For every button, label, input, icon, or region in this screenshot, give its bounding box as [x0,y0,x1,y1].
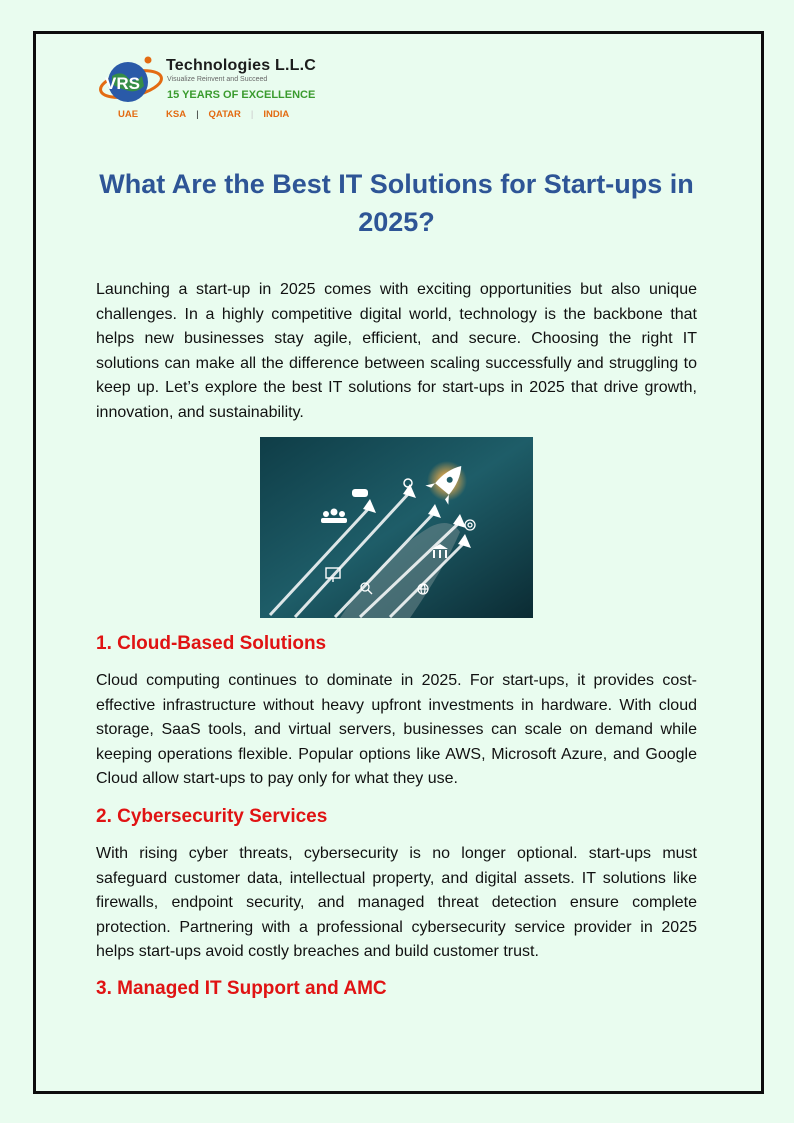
startup-growth-illustration [260,437,533,618]
page-title: What Are the Best IT Solutions for Start-ups in 2025? [99,169,694,237]
section-heading-cybersecurity: 2. Cybersecurity Services [96,806,328,827]
intro-paragraph: Launching a start-up in 2025 comes with exciting opportunities but also unique challenges. In a highly competitive digital world, technology is the backbone that helps new businesses stay agile, efficient, and secure. Choosing the right IT solutions can make all the difference between scaling successfully and struggling to keep up. Let’s explore the best IT solutions for start-ups in 2025 that drive growth, innovation, and sustainability. [96,281,697,421]
company-logo [98,52,328,124]
section-body-cybersecurity: With rising cyber threats, cybersecurity is no longer optional. start-ups must safeguard customer data, intellectual property, and digital assets. IT solutions like firewalls, endpoint security, and managed threat detection ensure complete protection. Partnering with a professional cybersecurity service provider in 2025 helps start-ups avoid costly breaches and build customer trust. [96,845,697,961]
country-separator: | [196,109,199,120]
country-india: INDIA [263,109,290,120]
logo-tagline: Visualize Reinvent and Succeed [167,76,268,83]
logo-company-name: Technologies L.L.C [166,57,316,74]
country-separator: | [250,109,254,120]
section-body-cloud: Cloud computing continues to dominate in 2025. For start-ups, it provides cost-effective infrastructure without heavy upfront investments in hardware. With cloud storage, SaaS tools, and virtual servers, businesses can scale on demand while keeping operations flexible. Popular options like AWS, Microsoft Azure, and Google Cloud allow start-ups to pay only for what they use. [96,672,697,788]
country-qatar: QATAR [208,109,241,120]
hero-image [260,437,533,618]
globe-logo-icon [98,54,164,110]
country-ksa: KSA [166,109,187,120]
country-uae: UAE [118,109,139,120]
section-heading-managed-it: 3. Managed IT Support and AMC [96,978,387,999]
section-heading-cloud: 1. Cloud-Based Solutions [96,633,327,654]
logo-mark: VRS [105,74,140,93]
logo-years: 15 YEARS OF EXCELLENCE [167,89,316,101]
handshake-icon [352,489,368,497]
logo-countries [118,109,289,120]
